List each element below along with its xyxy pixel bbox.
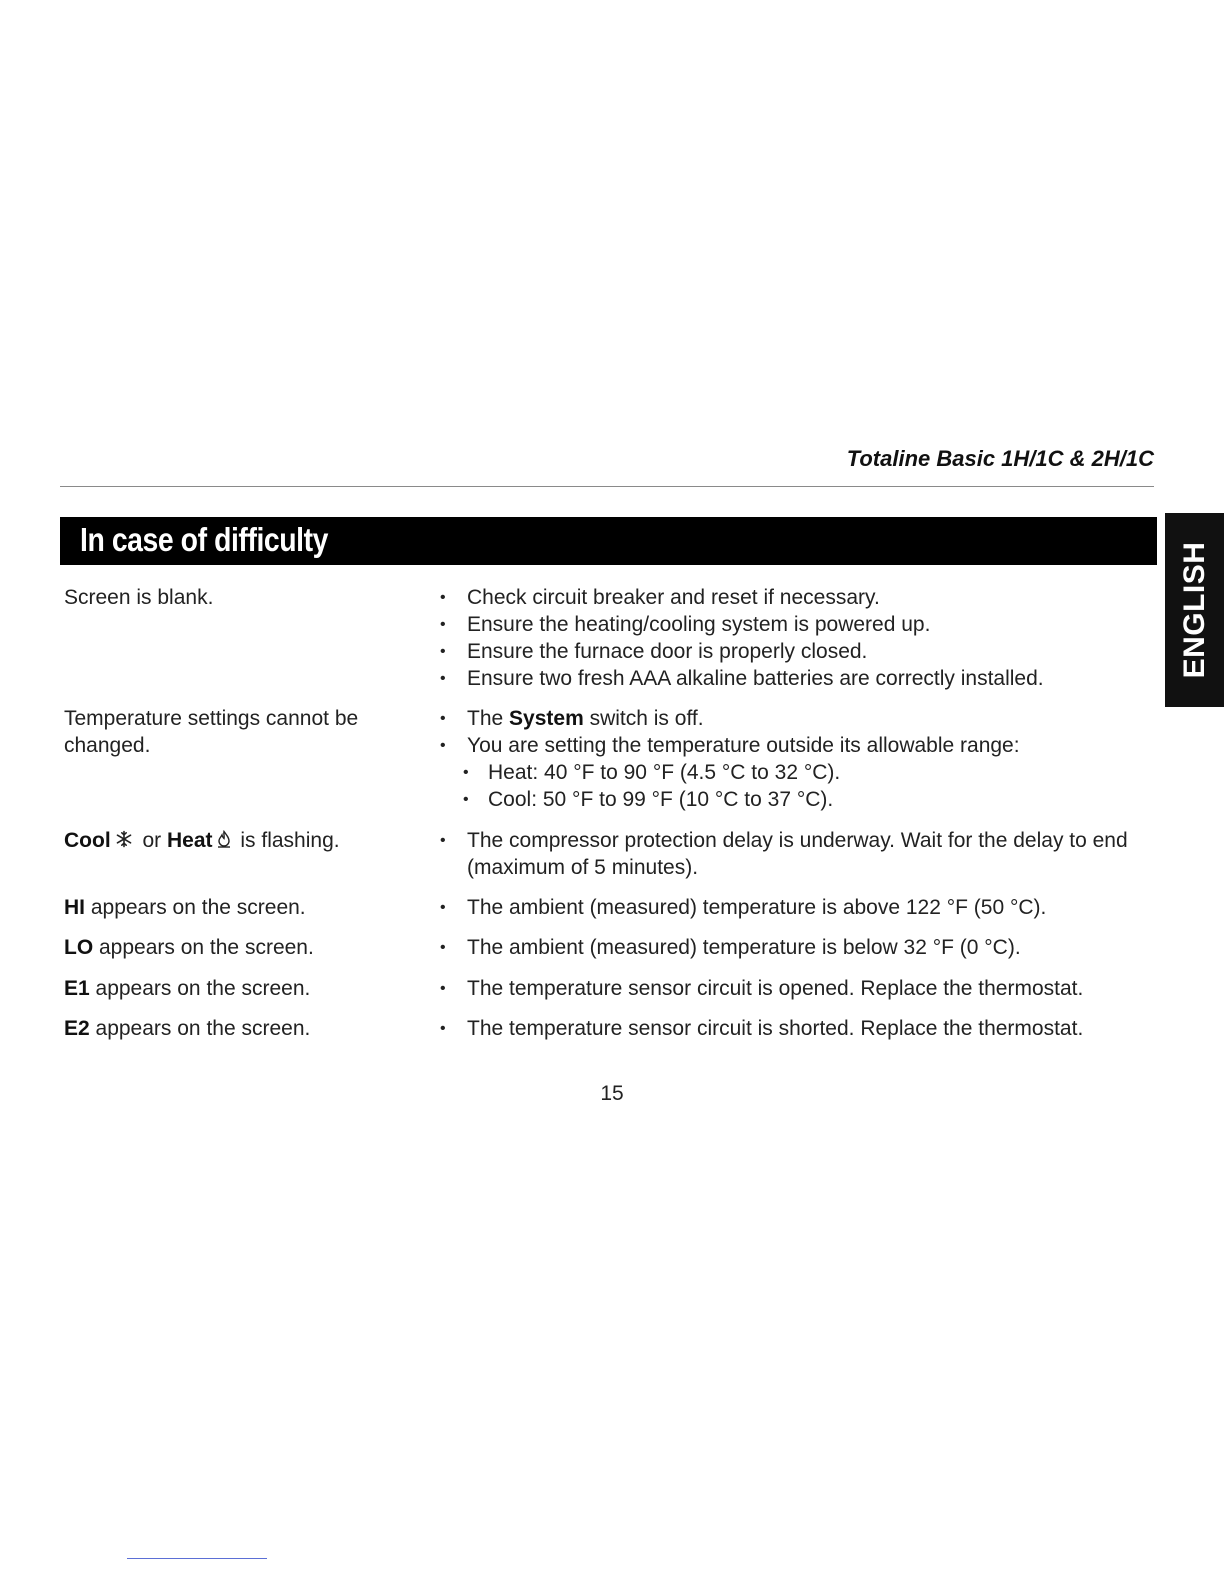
- language-tab-label: ENGLISH: [1177, 541, 1211, 679]
- problem-text: Screen is blank.: [64, 586, 214, 609]
- solution-item: • Ensure two fresh AAA alkaline batteries are correctly installed.: [440, 665, 1160, 692]
- solution-text: switch is off.: [583, 707, 704, 730]
- footer-rule: [127, 1558, 267, 1559]
- solution-list: [440, 705, 1160, 759]
- problem-text-tail: is flashing.: [234, 829, 340, 852]
- lo-code: LO: [64, 936, 94, 959]
- solution-item: [440, 705, 1160, 732]
- section-title: In case of difficulty: [80, 521, 329, 558]
- e2-code: E2: [64, 1017, 90, 1040]
- solution-item: • The ambient (measured) temperature is above 122 °F (50 °C).: [440, 894, 1160, 921]
- problem-text: [64, 894, 414, 921]
- problem-text: [64, 1015, 414, 1042]
- system-switch-term: System: [509, 707, 584, 730]
- solution-list: [440, 975, 1160, 1002]
- section-banner: [60, 517, 1157, 565]
- problem-text-tail: appears on the screen.: [93, 936, 314, 959]
- problem-connector: or: [136, 829, 167, 852]
- heat-term: Heat: [167, 829, 213, 852]
- problem-text: [64, 934, 414, 961]
- solution-item: • The temperature sensor circuit is shorted. Replace the thermostat.: [440, 1015, 1160, 1042]
- cool-term: Cool: [64, 829, 111, 852]
- problem-text: Temperature settings cannot be changed.: [64, 707, 359, 757]
- solution-item: • The compressor protection delay is underway. Wait for the delay to end (maximum of 5 minutes).: [440, 827, 1157, 881]
- problem-text-tail: appears on the screen.: [85, 896, 306, 919]
- solution-list: [440, 1015, 1160, 1042]
- solution-item: • Ensure the heating/cooling system is powered up.: [440, 611, 1160, 638]
- solution-item: • Ensure the furnace door is properly closed.: [440, 638, 1160, 665]
- solution-item: • You are setting the temperature outside its allowable range:: [440, 732, 1160, 759]
- solution-list: [440, 894, 1160, 921]
- solution-list: [440, 584, 1160, 692]
- sub-solution-item: • Cool: 50 °F to 99 °F (10 °C to 37 °C).: [440, 786, 1160, 813]
- solution-item: • Check circuit breaker and reset if necessary.: [440, 584, 1160, 611]
- problem-text-tail: appears on the screen.: [89, 977, 311, 1000]
- header-rule: [60, 486, 1154, 487]
- hi-code: HI: [64, 896, 85, 919]
- problem-text: [64, 827, 414, 855]
- sub-solution-item: • Heat: 40 °F to 90 °F (4.5 °C to 32 °C).: [440, 759, 1160, 786]
- flame-icon: [217, 828, 231, 855]
- language-tab: [1165, 513, 1224, 707]
- solution-list: [440, 934, 1160, 961]
- snowflake-icon: [115, 828, 133, 855]
- problem-text: [64, 975, 414, 1002]
- solution-list: [440, 827, 1160, 881]
- solution-text: The: [467, 707, 510, 730]
- document-title: Totaline Basic 1H/1C & 2H/1C: [846, 446, 1154, 471]
- problem-text-tail: appears on the screen.: [89, 1017, 311, 1040]
- page-number: 15: [600, 1082, 624, 1105]
- solution-item: • The ambient (measured) temperature is below 32 °F (0 °C).: [440, 934, 1160, 961]
- e1-code: E1: [64, 977, 90, 1000]
- sub-solution-list: [440, 759, 1160, 813]
- solution-item: • The temperature sensor circuit is opened. Replace the thermostat.: [440, 975, 1160, 1002]
